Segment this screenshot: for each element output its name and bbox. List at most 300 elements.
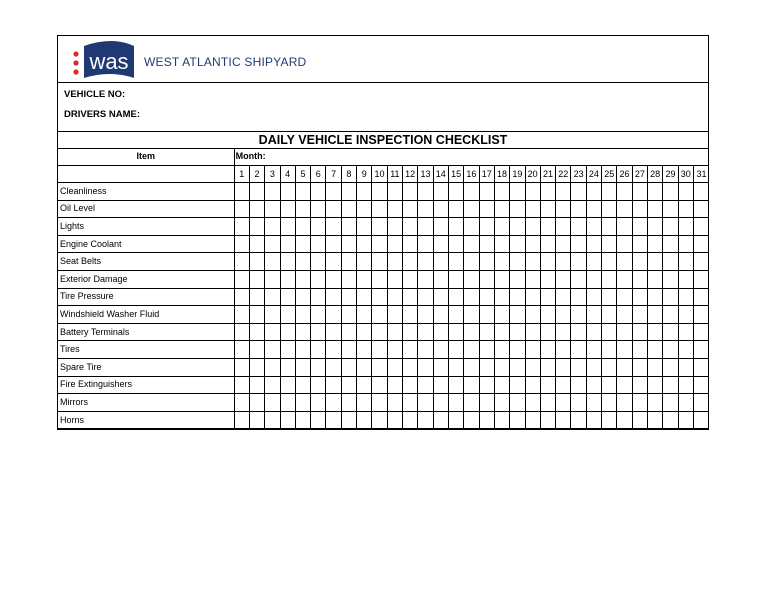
check-cell[interactable] xyxy=(403,253,418,271)
check-cell[interactable] xyxy=(372,288,387,306)
check-cell[interactable] xyxy=(403,411,418,429)
check-cell[interactable] xyxy=(311,253,326,271)
check-cell[interactable] xyxy=(540,341,555,359)
check-cell[interactable] xyxy=(693,376,709,394)
check-cell[interactable] xyxy=(418,288,433,306)
check-cell[interactable] xyxy=(525,341,540,359)
check-cell[interactable] xyxy=(249,200,264,218)
check-cell[interactable] xyxy=(295,200,310,218)
check-cell[interactable] xyxy=(448,253,463,271)
check-cell[interactable] xyxy=(448,376,463,394)
check-cell[interactable] xyxy=(571,376,586,394)
check-cell[interactable] xyxy=(663,394,678,412)
check-cell[interactable] xyxy=(479,323,494,341)
check-cell[interactable] xyxy=(357,183,372,201)
check-cell[interactable] xyxy=(249,183,264,201)
check-cell[interactable] xyxy=(372,376,387,394)
check-cell[interactable] xyxy=(602,270,617,288)
check-cell[interactable] xyxy=(586,341,601,359)
check-cell[interactable] xyxy=(357,376,372,394)
check-cell[interactable] xyxy=(326,341,341,359)
check-cell[interactable] xyxy=(280,183,295,201)
check-cell[interactable] xyxy=(693,218,709,236)
check-cell[interactable] xyxy=(678,411,693,429)
check-cell[interactable] xyxy=(632,235,647,253)
check-cell[interactable] xyxy=(372,394,387,412)
check-cell[interactable] xyxy=(372,183,387,201)
check-cell[interactable] xyxy=(295,183,310,201)
check-cell[interactable] xyxy=(540,218,555,236)
check-cell[interactable] xyxy=(648,200,663,218)
check-cell[interactable] xyxy=(403,183,418,201)
check-cell[interactable] xyxy=(617,200,632,218)
check-cell[interactable] xyxy=(632,358,647,376)
check-cell[interactable] xyxy=(326,253,341,271)
check-cell[interactable] xyxy=(602,183,617,201)
check-cell[interactable] xyxy=(479,218,494,236)
check-cell[interactable] xyxy=(249,358,264,376)
check-cell[interactable] xyxy=(648,323,663,341)
check-cell[interactable] xyxy=(586,253,601,271)
check-cell[interactable] xyxy=(510,218,525,236)
check-cell[interactable] xyxy=(556,411,571,429)
check-cell[interactable] xyxy=(387,411,402,429)
check-cell[interactable] xyxy=(326,394,341,412)
check-cell[interactable] xyxy=(357,218,372,236)
check-cell[interactable] xyxy=(602,411,617,429)
check-cell[interactable] xyxy=(540,288,555,306)
check-cell[interactable] xyxy=(234,341,249,359)
check-cell[interactable] xyxy=(265,270,280,288)
check-cell[interactable] xyxy=(663,341,678,359)
check-cell[interactable] xyxy=(571,341,586,359)
check-cell[interactable] xyxy=(357,323,372,341)
check-cell[interactable] xyxy=(295,253,310,271)
check-cell[interactable] xyxy=(648,288,663,306)
check-cell[interactable] xyxy=(602,358,617,376)
check-cell[interactable] xyxy=(693,288,709,306)
check-cell[interactable] xyxy=(387,306,402,324)
check-cell[interactable] xyxy=(602,218,617,236)
check-cell[interactable] xyxy=(372,270,387,288)
check-cell[interactable] xyxy=(372,341,387,359)
check-cell[interactable] xyxy=(326,288,341,306)
check-cell[interactable] xyxy=(586,235,601,253)
check-cell[interactable] xyxy=(464,394,479,412)
check-cell[interactable] xyxy=(357,358,372,376)
check-cell[interactable] xyxy=(341,341,356,359)
check-cell[interactable] xyxy=(617,341,632,359)
check-cell[interactable] xyxy=(311,270,326,288)
check-cell[interactable] xyxy=(372,411,387,429)
check-cell[interactable] xyxy=(494,411,509,429)
check-cell[interactable] xyxy=(525,306,540,324)
check-cell[interactable] xyxy=(693,411,709,429)
check-cell[interactable] xyxy=(648,270,663,288)
check-cell[interactable] xyxy=(280,253,295,271)
check-cell[interactable] xyxy=(280,394,295,412)
check-cell[interactable] xyxy=(433,394,448,412)
check-cell[interactable] xyxy=(433,411,448,429)
check-cell[interactable] xyxy=(571,235,586,253)
check-cell[interactable] xyxy=(448,411,463,429)
check-cell[interactable] xyxy=(678,306,693,324)
check-cell[interactable] xyxy=(433,306,448,324)
check-cell[interactable] xyxy=(663,218,678,236)
check-cell[interactable] xyxy=(648,376,663,394)
check-cell[interactable] xyxy=(357,288,372,306)
check-cell[interactable] xyxy=(433,376,448,394)
check-cell[interactable] xyxy=(326,306,341,324)
check-cell[interactable] xyxy=(280,306,295,324)
check-cell[interactable] xyxy=(571,411,586,429)
check-cell[interactable] xyxy=(494,253,509,271)
check-cell[interactable] xyxy=(571,288,586,306)
check-cell[interactable] xyxy=(418,235,433,253)
check-cell[interactable] xyxy=(418,358,433,376)
check-cell[interactable] xyxy=(249,288,264,306)
check-cell[interactable] xyxy=(510,358,525,376)
check-cell[interactable] xyxy=(693,200,709,218)
check-cell[interactable] xyxy=(525,288,540,306)
check-cell[interactable] xyxy=(372,218,387,236)
check-cell[interactable] xyxy=(571,183,586,201)
check-cell[interactable] xyxy=(403,376,418,394)
check-cell[interactable] xyxy=(525,394,540,412)
check-cell[interactable] xyxy=(280,270,295,288)
check-cell[interactable] xyxy=(448,183,463,201)
check-cell[interactable] xyxy=(341,376,356,394)
check-cell[interactable] xyxy=(678,200,693,218)
check-cell[interactable] xyxy=(403,200,418,218)
check-cell[interactable] xyxy=(418,200,433,218)
check-cell[interactable] xyxy=(525,253,540,271)
check-cell[interactable] xyxy=(265,323,280,341)
check-cell[interactable] xyxy=(525,200,540,218)
check-cell[interactable] xyxy=(295,376,310,394)
check-cell[interactable] xyxy=(418,341,433,359)
check-cell[interactable] xyxy=(693,253,709,271)
check-cell[interactable] xyxy=(556,394,571,412)
check-cell[interactable] xyxy=(326,183,341,201)
check-cell[interactable] xyxy=(663,411,678,429)
check-cell[interactable] xyxy=(693,183,709,201)
check-cell[interactable] xyxy=(556,341,571,359)
check-cell[interactable] xyxy=(249,218,264,236)
check-cell[interactable] xyxy=(648,183,663,201)
check-cell[interactable] xyxy=(556,376,571,394)
check-cell[interactable] xyxy=(418,218,433,236)
check-cell[interactable] xyxy=(280,341,295,359)
check-cell[interactable] xyxy=(586,218,601,236)
check-cell[interactable] xyxy=(326,270,341,288)
check-cell[interactable] xyxy=(586,200,601,218)
check-cell[interactable] xyxy=(632,218,647,236)
check-cell[interactable] xyxy=(403,323,418,341)
check-cell[interactable] xyxy=(556,306,571,324)
check-cell[interactable] xyxy=(326,323,341,341)
check-cell[interactable] xyxy=(693,394,709,412)
check-cell[interactable] xyxy=(494,394,509,412)
check-cell[interactable] xyxy=(617,218,632,236)
check-cell[interactable] xyxy=(525,323,540,341)
check-cell[interactable] xyxy=(234,253,249,271)
check-cell[interactable] xyxy=(387,394,402,412)
check-cell[interactable] xyxy=(357,253,372,271)
check-cell[interactable] xyxy=(326,218,341,236)
check-cell[interactable] xyxy=(387,376,402,394)
check-cell[interactable] xyxy=(678,376,693,394)
check-cell[interactable] xyxy=(234,183,249,201)
check-cell[interactable] xyxy=(617,358,632,376)
check-cell[interactable] xyxy=(678,341,693,359)
check-cell[interactable] xyxy=(433,341,448,359)
check-cell[interactable] xyxy=(479,288,494,306)
check-cell[interactable] xyxy=(648,218,663,236)
check-cell[interactable] xyxy=(494,323,509,341)
check-cell[interactable] xyxy=(678,358,693,376)
check-cell[interactable] xyxy=(448,288,463,306)
check-cell[interactable] xyxy=(341,235,356,253)
check-cell[interactable] xyxy=(602,253,617,271)
check-cell[interactable] xyxy=(418,306,433,324)
check-cell[interactable] xyxy=(556,270,571,288)
check-cell[interactable] xyxy=(586,323,601,341)
check-cell[interactable] xyxy=(693,235,709,253)
check-cell[interactable] xyxy=(494,288,509,306)
check-cell[interactable] xyxy=(265,218,280,236)
check-cell[interactable] xyxy=(280,235,295,253)
check-cell[interactable] xyxy=(265,394,280,412)
check-cell[interactable] xyxy=(602,376,617,394)
check-cell[interactable] xyxy=(586,306,601,324)
check-cell[interactable] xyxy=(479,253,494,271)
check-cell[interactable] xyxy=(693,358,709,376)
check-cell[interactable] xyxy=(464,200,479,218)
check-cell[interactable] xyxy=(295,218,310,236)
check-cell[interactable] xyxy=(387,253,402,271)
check-cell[interactable] xyxy=(433,358,448,376)
check-cell[interactable] xyxy=(357,270,372,288)
check-cell[interactable] xyxy=(311,200,326,218)
check-cell[interactable] xyxy=(571,394,586,412)
check-cell[interactable] xyxy=(433,323,448,341)
check-cell[interactable] xyxy=(632,288,647,306)
check-cell[interactable] xyxy=(586,358,601,376)
check-cell[interactable] xyxy=(433,235,448,253)
check-cell[interactable] xyxy=(341,306,356,324)
check-cell[interactable] xyxy=(464,341,479,359)
check-cell[interactable] xyxy=(403,288,418,306)
check-cell[interactable] xyxy=(525,235,540,253)
check-cell[interactable] xyxy=(249,235,264,253)
check-cell[interactable] xyxy=(632,394,647,412)
check-cell[interactable] xyxy=(540,253,555,271)
check-cell[interactable] xyxy=(295,358,310,376)
check-cell[interactable] xyxy=(311,394,326,412)
check-cell[interactable] xyxy=(571,253,586,271)
check-cell[interactable] xyxy=(693,323,709,341)
check-cell[interactable] xyxy=(341,253,356,271)
check-cell[interactable] xyxy=(479,183,494,201)
check-cell[interactable] xyxy=(387,218,402,236)
check-cell[interactable] xyxy=(387,235,402,253)
check-cell[interactable] xyxy=(311,323,326,341)
check-cell[interactable] xyxy=(617,183,632,201)
check-cell[interactable] xyxy=(295,341,310,359)
check-cell[interactable] xyxy=(311,358,326,376)
check-cell[interactable] xyxy=(678,253,693,271)
check-cell[interactable] xyxy=(556,200,571,218)
check-cell[interactable] xyxy=(464,253,479,271)
check-cell[interactable] xyxy=(280,200,295,218)
check-cell[interactable] xyxy=(602,323,617,341)
check-cell[interactable] xyxy=(341,218,356,236)
check-cell[interactable] xyxy=(525,270,540,288)
check-cell[interactable] xyxy=(540,306,555,324)
check-cell[interactable] xyxy=(326,358,341,376)
check-cell[interactable] xyxy=(311,306,326,324)
check-cell[interactable] xyxy=(464,323,479,341)
check-cell[interactable] xyxy=(617,376,632,394)
check-cell[interactable] xyxy=(663,235,678,253)
check-cell[interactable] xyxy=(678,183,693,201)
check-cell[interactable] xyxy=(341,394,356,412)
check-cell[interactable] xyxy=(479,394,494,412)
check-cell[interactable] xyxy=(280,218,295,236)
check-cell[interactable] xyxy=(403,270,418,288)
check-cell[interactable] xyxy=(479,376,494,394)
check-cell[interactable] xyxy=(341,358,356,376)
check-cell[interactable] xyxy=(632,411,647,429)
check-cell[interactable] xyxy=(372,358,387,376)
check-cell[interactable] xyxy=(311,376,326,394)
check-cell[interactable] xyxy=(418,183,433,201)
check-cell[interactable] xyxy=(648,341,663,359)
check-cell[interactable] xyxy=(464,376,479,394)
check-cell[interactable] xyxy=(494,218,509,236)
check-cell[interactable] xyxy=(464,306,479,324)
check-cell[interactable] xyxy=(617,288,632,306)
check-cell[interactable] xyxy=(357,341,372,359)
check-cell[interactable] xyxy=(357,411,372,429)
check-cell[interactable] xyxy=(265,376,280,394)
check-cell[interactable] xyxy=(433,270,448,288)
check-cell[interactable] xyxy=(464,270,479,288)
check-cell[interactable] xyxy=(510,235,525,253)
check-cell[interactable] xyxy=(479,235,494,253)
check-cell[interactable] xyxy=(617,394,632,412)
check-cell[interactable] xyxy=(586,394,601,412)
check-cell[interactable] xyxy=(403,218,418,236)
check-cell[interactable] xyxy=(510,183,525,201)
check-cell[interactable] xyxy=(648,394,663,412)
check-cell[interactable] xyxy=(249,411,264,429)
check-cell[interactable] xyxy=(341,270,356,288)
check-cell[interactable] xyxy=(372,306,387,324)
check-cell[interactable] xyxy=(510,341,525,359)
check-cell[interactable] xyxy=(510,376,525,394)
check-cell[interactable] xyxy=(403,306,418,324)
check-cell[interactable] xyxy=(464,235,479,253)
check-cell[interactable] xyxy=(678,323,693,341)
check-cell[interactable] xyxy=(249,341,264,359)
check-cell[interactable] xyxy=(418,394,433,412)
check-cell[interactable] xyxy=(433,183,448,201)
check-cell[interactable] xyxy=(295,288,310,306)
check-cell[interactable] xyxy=(540,358,555,376)
check-cell[interactable] xyxy=(556,183,571,201)
check-cell[interactable] xyxy=(326,411,341,429)
check-cell[interactable] xyxy=(494,183,509,201)
check-cell[interactable] xyxy=(510,411,525,429)
check-cell[interactable] xyxy=(617,253,632,271)
check-cell[interactable] xyxy=(540,394,555,412)
check-cell[interactable] xyxy=(357,200,372,218)
check-cell[interactable] xyxy=(479,358,494,376)
check-cell[interactable] xyxy=(249,270,264,288)
check-cell[interactable] xyxy=(632,253,647,271)
check-cell[interactable] xyxy=(632,200,647,218)
check-cell[interactable] xyxy=(602,200,617,218)
check-cell[interactable] xyxy=(341,411,356,429)
check-cell[interactable] xyxy=(571,270,586,288)
check-cell[interactable] xyxy=(448,394,463,412)
check-cell[interactable] xyxy=(510,270,525,288)
check-cell[interactable] xyxy=(510,394,525,412)
check-cell[interactable] xyxy=(372,253,387,271)
check-cell[interactable] xyxy=(357,306,372,324)
check-cell[interactable] xyxy=(448,306,463,324)
check-cell[interactable] xyxy=(433,218,448,236)
check-cell[interactable] xyxy=(586,183,601,201)
check-cell[interactable] xyxy=(678,288,693,306)
check-cell[interactable] xyxy=(448,218,463,236)
check-cell[interactable] xyxy=(448,270,463,288)
check-cell[interactable] xyxy=(265,183,280,201)
check-cell[interactable] xyxy=(372,323,387,341)
check-cell[interactable] xyxy=(464,288,479,306)
check-cell[interactable] xyxy=(280,376,295,394)
check-cell[interactable] xyxy=(479,411,494,429)
check-cell[interactable] xyxy=(525,411,540,429)
check-cell[interactable] xyxy=(418,411,433,429)
check-cell[interactable] xyxy=(617,411,632,429)
check-cell[interactable] xyxy=(632,183,647,201)
check-cell[interactable] xyxy=(418,270,433,288)
check-cell[interactable] xyxy=(494,235,509,253)
check-cell[interactable] xyxy=(494,200,509,218)
check-cell[interactable] xyxy=(418,253,433,271)
check-cell[interactable] xyxy=(494,376,509,394)
check-cell[interactable] xyxy=(295,306,310,324)
check-cell[interactable] xyxy=(326,376,341,394)
check-cell[interactable] xyxy=(540,270,555,288)
check-cell[interactable] xyxy=(387,358,402,376)
check-cell[interactable] xyxy=(479,341,494,359)
check-cell[interactable] xyxy=(341,288,356,306)
check-cell[interactable] xyxy=(525,218,540,236)
check-cell[interactable] xyxy=(448,341,463,359)
check-cell[interactable] xyxy=(556,323,571,341)
check-cell[interactable] xyxy=(678,270,693,288)
check-cell[interactable] xyxy=(663,253,678,271)
check-cell[interactable] xyxy=(510,288,525,306)
check-cell[interactable] xyxy=(265,358,280,376)
check-cell[interactable] xyxy=(648,306,663,324)
check-cell[interactable] xyxy=(234,323,249,341)
check-cell[interactable] xyxy=(448,235,463,253)
